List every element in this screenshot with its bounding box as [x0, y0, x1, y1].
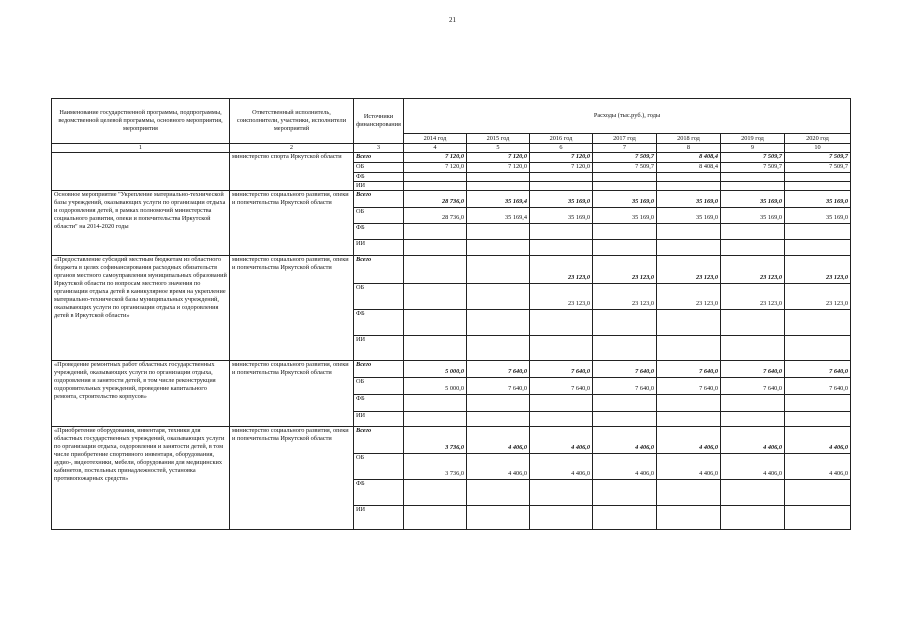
expense-value: 4 406,0 — [530, 454, 593, 480]
expense-value — [721, 395, 785, 412]
expense-value — [530, 182, 593, 191]
expense-value — [467, 506, 530, 530]
expense-value: 7 640,0 — [721, 361, 785, 378]
expense-value — [785, 240, 851, 256]
expense-value: 23 123,0 — [530, 284, 593, 310]
funding-source: ФБ — [354, 224, 404, 240]
expense-value: 23 123,0 — [593, 256, 657, 284]
executor-name: министерство социального развития, опеки и попечительства Иркутской области — [230, 191, 354, 256]
expense-value: 3 736,0 — [404, 454, 467, 480]
expense-value: 7 509,7 — [593, 163, 657, 173]
header-executor: Ответственный исполнитель, соисполнители, участники, исполнители мероприятий — [230, 99, 354, 144]
expense-value: 23 123,0 — [593, 284, 657, 310]
expense-value: 4 406,0 — [467, 454, 530, 480]
expense-value — [785, 336, 851, 361]
expense-value: 7 120,0 — [530, 163, 593, 173]
funding-source: Всего — [354, 427, 404, 454]
expense-value: 7 640,0 — [467, 378, 530, 395]
expense-value: 7 509,7 — [721, 163, 785, 173]
executor-name: министерство спорта Иркутской области — [230, 153, 354, 191]
header-program: Наименование государственной программы, подпрограммы, ведомственной целевой программы, основного мероприятия, мероприятия — [52, 99, 230, 144]
expense-value: 28 736,0 — [404, 191, 467, 208]
funding-source: Всего — [354, 361, 404, 378]
expense-value — [467, 256, 530, 284]
expense-value: 23 123,0 — [657, 256, 721, 284]
expense-value: 4 406,0 — [530, 427, 593, 454]
expense-value — [404, 240, 467, 256]
expense-value — [593, 336, 657, 361]
expense-value — [530, 240, 593, 256]
table-row — [52, 427, 851, 454]
program-name: Основное мероприятие "Укрепление материально-технической базы учреждений, оказывающих услуги по организации отдыха и оздоровления детей, в рамках полномочий министерства социального развития, опеки и попечительства Иркутской области" на 2014-2020 годы — [52, 191, 230, 256]
funding-source: ФБ — [354, 310, 404, 336]
expense-value — [404, 182, 467, 191]
expense-value — [530, 173, 593, 182]
expense-value: 23 123,0 — [657, 284, 721, 310]
expense-value — [404, 256, 467, 284]
expense-value — [404, 412, 467, 427]
expense-value — [530, 395, 593, 412]
expense-value — [657, 182, 721, 191]
expense-value: 23 123,0 — [785, 256, 851, 284]
funding-source: ИИ — [354, 336, 404, 361]
expense-value — [467, 395, 530, 412]
expense-value: 8 408,4 — [657, 163, 721, 173]
expense-value — [721, 412, 785, 427]
expense-value — [721, 310, 785, 336]
expense-value — [404, 310, 467, 336]
expense-value: 7 640,0 — [657, 361, 721, 378]
expense-value — [530, 224, 593, 240]
header-column-number: 8 — [657, 144, 721, 153]
expense-value — [404, 480, 467, 506]
expense-value — [721, 173, 785, 182]
expense-value — [657, 224, 721, 240]
expense-value — [721, 336, 785, 361]
expense-value — [467, 240, 530, 256]
executor-name: министерство социального развития, опеки и попечительства Иркутской области — [230, 427, 354, 530]
header-year: 2017 год — [593, 134, 657, 144]
expense-value — [785, 480, 851, 506]
expense-value: 28 736,0 — [404, 208, 467, 224]
header-column-number: 3 — [354, 144, 404, 153]
expense-value: 7 509,7 — [785, 163, 851, 173]
funding-source: Всего — [354, 153, 404, 163]
expense-value — [467, 336, 530, 361]
expense-value: 7 640,0 — [530, 361, 593, 378]
expense-value — [657, 480, 721, 506]
expense-value — [785, 173, 851, 182]
expense-value: 7 640,0 — [530, 378, 593, 395]
table-row — [52, 191, 851, 208]
expense-value: 35 169,0 — [721, 208, 785, 224]
expense-value: 7 120,0 — [404, 153, 467, 163]
table-row — [52, 256, 851, 284]
expense-value: 4 406,0 — [785, 454, 851, 480]
expense-value: 23 123,0 — [530, 256, 593, 284]
expense-value — [657, 240, 721, 256]
expense-value: 7 120,0 — [467, 153, 530, 163]
expense-value — [593, 240, 657, 256]
expense-value — [404, 395, 467, 412]
header-column-number: 2 — [230, 144, 354, 153]
expense-value: 7 640,0 — [467, 361, 530, 378]
header-column-number: 6 — [530, 144, 593, 153]
header-column-number: 10 — [785, 144, 851, 153]
table-row — [52, 153, 851, 163]
expense-value — [721, 240, 785, 256]
expense-value: 4 406,0 — [593, 454, 657, 480]
program-name — [52, 153, 230, 191]
expense-value — [657, 412, 721, 427]
expense-value: 23 123,0 — [721, 284, 785, 310]
header-column-number: 5 — [467, 144, 530, 153]
expense-value: 7 509,7 — [593, 153, 657, 163]
funding-source: ИИ — [354, 506, 404, 530]
budget-table — [51, 98, 851, 530]
expense-value — [785, 506, 851, 530]
funding-source: Всего — [354, 191, 404, 208]
expense-value: 35 169,4 — [467, 191, 530, 208]
funding-source: ИИ — [354, 412, 404, 427]
funding-source: Всего — [354, 256, 404, 284]
table-row — [52, 361, 851, 378]
funding-source: ОБ — [354, 378, 404, 395]
expense-value — [530, 506, 593, 530]
expense-value — [785, 224, 851, 240]
page-number: 21 — [449, 16, 456, 24]
expense-value: 4 406,0 — [593, 427, 657, 454]
expense-value: 3 736,0 — [404, 427, 467, 454]
expense-value: 35 169,0 — [785, 191, 851, 208]
funding-source: ФБ — [354, 173, 404, 182]
expense-value — [467, 310, 530, 336]
expense-value: 4 406,0 — [657, 454, 721, 480]
expense-value — [721, 182, 785, 191]
expense-value: 4 406,0 — [721, 454, 785, 480]
expense-value — [785, 412, 851, 427]
expense-value — [404, 506, 467, 530]
expense-value — [530, 480, 593, 506]
expense-value — [593, 182, 657, 191]
header-source: Источники финансирования — [354, 99, 404, 144]
expense-value — [467, 224, 530, 240]
header-year: 2016 год — [530, 134, 593, 144]
header-year: 2014 год — [404, 134, 467, 144]
header-expenses: Расходы (тыс.руб.), годы — [404, 99, 851, 134]
expense-value — [404, 336, 467, 361]
executor-name: министерство социального развития, опеки и попечительства Иркутской области — [230, 256, 354, 361]
expense-value: 7 120,0 — [467, 163, 530, 173]
expense-value: 7 509,7 — [785, 153, 851, 163]
executor-name: министерство социального развития, опеки и попечительства Иркутской области — [230, 361, 354, 427]
expense-value: 7 640,0 — [785, 361, 851, 378]
expense-value: 4 406,0 — [467, 427, 530, 454]
expense-value — [467, 284, 530, 310]
expense-value — [593, 412, 657, 427]
expense-value — [593, 506, 657, 530]
expense-value: 7 640,0 — [593, 378, 657, 395]
expense-value: 35 169,0 — [785, 208, 851, 224]
funding-source: ОБ — [354, 284, 404, 310]
funding-source: ОБ — [354, 163, 404, 173]
expense-value: 4 406,0 — [721, 427, 785, 454]
program-name: «Приобретение оборудования, инвентаря, техники для областных государственных учреждений, оказывающих услуги по организации отдыха, оздоровления и занятости детей, в том числе приобретение спортивного инвентаря, оборудования, аудио-, видеотехники, мебели, оборудования для медицинских кабинетов, постельных принадлежностей, установка противопожарных средств» — [52, 427, 230, 530]
expense-value: 7 640,0 — [593, 361, 657, 378]
funding-source: ИИ — [354, 182, 404, 191]
funding-source: ФБ — [354, 395, 404, 412]
expense-value — [721, 480, 785, 506]
expense-value: 35 169,0 — [593, 208, 657, 224]
expense-value — [467, 182, 530, 191]
header-column-number: 7 — [593, 144, 657, 153]
header-column-number: 4 — [404, 144, 467, 153]
funding-source: ИИ — [354, 240, 404, 256]
header-year: 2018 год — [657, 134, 721, 144]
expense-value: 35 169,0 — [530, 191, 593, 208]
expense-value — [593, 173, 657, 182]
expense-value — [467, 412, 530, 427]
expense-value — [530, 336, 593, 361]
header-column-number: 9 — [721, 144, 785, 153]
expense-value: 23 123,0 — [785, 284, 851, 310]
expense-value: 7 120,0 — [404, 163, 467, 173]
expense-value: 35 169,0 — [657, 208, 721, 224]
expense-value: 35 169,0 — [593, 191, 657, 208]
expense-value — [593, 480, 657, 506]
expense-value — [657, 395, 721, 412]
expense-value — [657, 310, 721, 336]
expense-value — [785, 310, 851, 336]
expense-value — [467, 173, 530, 182]
expense-value: 5 000,0 — [404, 378, 467, 395]
expense-value — [657, 336, 721, 361]
expense-value — [593, 395, 657, 412]
expense-value: 23 123,0 — [721, 256, 785, 284]
expense-value: 4 406,0 — [657, 427, 721, 454]
expense-value: 7 640,0 — [785, 378, 851, 395]
header-column-number: 1 — [52, 144, 230, 153]
expense-value: 35 169,0 — [721, 191, 785, 208]
expense-value: 7 640,0 — [657, 378, 721, 395]
header-year: 2015 год — [467, 134, 530, 144]
expense-value: 7 640,0 — [721, 378, 785, 395]
funding-source: ОБ — [354, 208, 404, 224]
funding-source: ФБ — [354, 480, 404, 506]
expense-value — [530, 412, 593, 427]
program-name: «Проведение ремонтных работ областных государственных учреждений, оказывающих услуги по организации отдыха, оздоровления и занятости детей, в том числе реконструкция оздоровительных учреждений, проведение капитального ремонта, строительство корпусов» — [52, 361, 230, 427]
expense-value: 35 169,0 — [657, 191, 721, 208]
expense-value — [593, 310, 657, 336]
expense-value: 35 169,0 — [530, 208, 593, 224]
header-year: 2020 год — [785, 134, 851, 144]
funding-source: ОБ — [354, 454, 404, 480]
expense-value: 7 509,7 — [721, 153, 785, 163]
expense-value — [785, 182, 851, 191]
expense-value — [404, 284, 467, 310]
expense-value: 8 408,4 — [657, 153, 721, 163]
header-year: 2019 год — [721, 134, 785, 144]
expense-value — [657, 173, 721, 182]
expense-value — [721, 506, 785, 530]
expense-value — [721, 224, 785, 240]
expense-value — [404, 173, 467, 182]
expense-value — [404, 224, 467, 240]
expense-value — [530, 310, 593, 336]
expense-value: 4 406,0 — [785, 427, 851, 454]
expense-value: 5 000,0 — [404, 361, 467, 378]
expense-value: 35 169,4 — [467, 208, 530, 224]
expense-value — [657, 506, 721, 530]
expense-value — [593, 224, 657, 240]
program-name: «Предоставление субсидий местным бюджетам из областного бюджета в целях софинансирования расходных обязательств органов местного самоуправления муниципальных образований Иркутской области по вопросам местного значения по организации отдыха детей в каникулярное время на укрепление материально-технической базы муниципальных учреждений, оказывающих услуги по организации отдыха и оздоровления детей в Иркутской области» — [52, 256, 230, 361]
expense-value: 7 120,0 — [530, 153, 593, 163]
expense-value — [785, 395, 851, 412]
expense-value — [467, 480, 530, 506]
